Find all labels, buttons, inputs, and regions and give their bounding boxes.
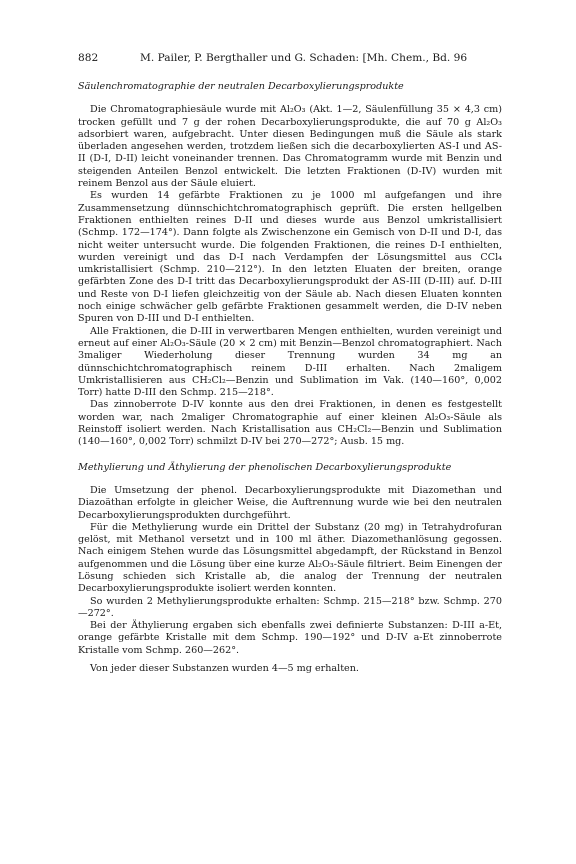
running-title: M. Pailer, P. Bergthaller und G. Schaden: [Mh. Chem., Bd. 96 — [140, 52, 468, 64]
paragraph: So wurden 2 Methylierungsprodukte erhalten: Schmp. 215—218° bzw. Schmp. 270—272°. — [78, 595, 502, 619]
page-number: 882 — [78, 52, 99, 64]
paragraph: Für die Methylierung wurde ein Drittel der Substanz (20 mg) in Tetrahydrofuran gelöst, mit Methanol versetzt und in 100 ml äther. Diazomethanlösung gegossen. Nach einigem Stehen wurde das Lösungsmittel abgedampft, der Rückstand in Benzol aufgenommen und die Lösung über eine kurze Al₂O₃-Säule filtriert. Beim Einengen der Lösung schieden sich Kristalle ab, die analog der Trennung der neutralen Decarboxylierungsprodukte isoliert werden konnten. — [78, 521, 502, 595]
running-header — [78, 52, 502, 65]
journal-page — [78, 52, 502, 675]
paragraph: Von jeder dieser Substanzen wurden 4—5 mg erhalten. — [90, 663, 359, 675]
paragraph: Alle Fraktionen, die D-III in verwertbaren Mengen enthielten, wurden vereinigt und erneut auf einer Al₂O₃-Säule (20 × 2 cm) mit Benzin—Benzol chromatographiert. Nach 3maliger Wiederholung dieser Trennung wurden 34 mg an dünnschichtchromatographisch reinem D-III erhalten. Nach 2maligem Umkristallisieren aus CH₂Cl₂—Benzin und Sublimation im Vak. (140—160°, 0,002 Torr) hatte D-III den Schmp. 215—218°. — [78, 325, 502, 399]
section-heading-column-chromatography: Säulenchromatographie der neutralen Decarboxylierungsprodukte — [78, 81, 404, 92]
paragraph: Das zinnoberrote D-IV konnte aus den drei Fraktionen, in denen es festgestellt worden war, nach 2maliger Chromatographie auf einer kleinen Al₂O₃-Säule als Reinstoff isoliert werden. Nach Kristallisation aus CH₂Cl₂—Benzin und Sublimation (140—160°, 0,002 Torr) schmilzt D-IV bei 270—272°; Ausb. 15 mg. — [78, 399, 502, 448]
paragraph: Die Chromatographiesäule wurde mit Al₂O₃ (Akt. 1—2, Säulenfüllung 35 × 4,3 cm) trocken gefüllt und 7 g der rohen Decarboxylierungsprodukte, die auf 70 g Al₂O₃ adsorbiert waren, aufgebracht. Unter diesen Bedingungen muß die Säule als stark überladen angesehen werden, trotzdem ließen sich die decarboxylierten AS-I und AS-II (D-I, D-II) leicht voneinander trennen. Das Chromatogramm wurde mit Benzin und steigenden Anteilen Benzol entwickelt. Die letzten Fraktionen (D-IV) wurden mit reinem Benzol aus der Säule eluiert. — [78, 104, 502, 190]
paragraph: Es wurden 14 gefärbte Fraktionen zu je 1000 ml aufgefangen und ihre Zusammensetzung dünnschichtchromatographisch geprüft. Die ersten hellgelben Fraktionen enthielten reines D-II und dieses wurde aus Benzol umkristallisiert (Schmp. 172—174°). Dann folgte als Zwischenzone ein Gemisch von D-II und D-I, das nicht weiter untersucht wurde. Die folgenden Fraktionen, die reines D-I enthielten, wurden vereinigt und das D-I nach Verdampfen der Lösungsmittel aus CCl₄ umkristallisiert (Schmp. 210—212°). In den letzten Eluaten der breiten, orange gefärbten Zone des D-I tritt das Decarboxylierungsprodukt der AS-III (D-III) auf. D-III und Reste von D-I liefen gleichzeitig von der Säule ab. Nach diesen Eluaten konnten noch einige schwächer gelb gefärbte Fraktionen gesammelt werden, die D-IV neben Spuren von D-III und D-I enthielten. — [78, 190, 502, 325]
paragraph: Bei der Äthylierung ergaben sich ebenfalls zwei definierte Substanzen: D-III a-Et, orange gefärbte Kristalle mit dem Schmp. 190—192° und D-IV a-Et zinnoberrote Kristalle vom Schmp. 260—262°. — [78, 620, 502, 656]
section-heading-methylation: Methylierung und Äthylierung der phenolischen Decarboxylierungsprodukte — [78, 461, 452, 473]
paragraph: Die Umsetzung der phenol. Decarboxylierungsprodukte mit Diazomethan und Diazoäthan erfolgte in gleicher Weise, die Auftrennung wurde wie bei den neutralen Decarboxylierungsprodukten durchgeführt. — [78, 484, 502, 521]
